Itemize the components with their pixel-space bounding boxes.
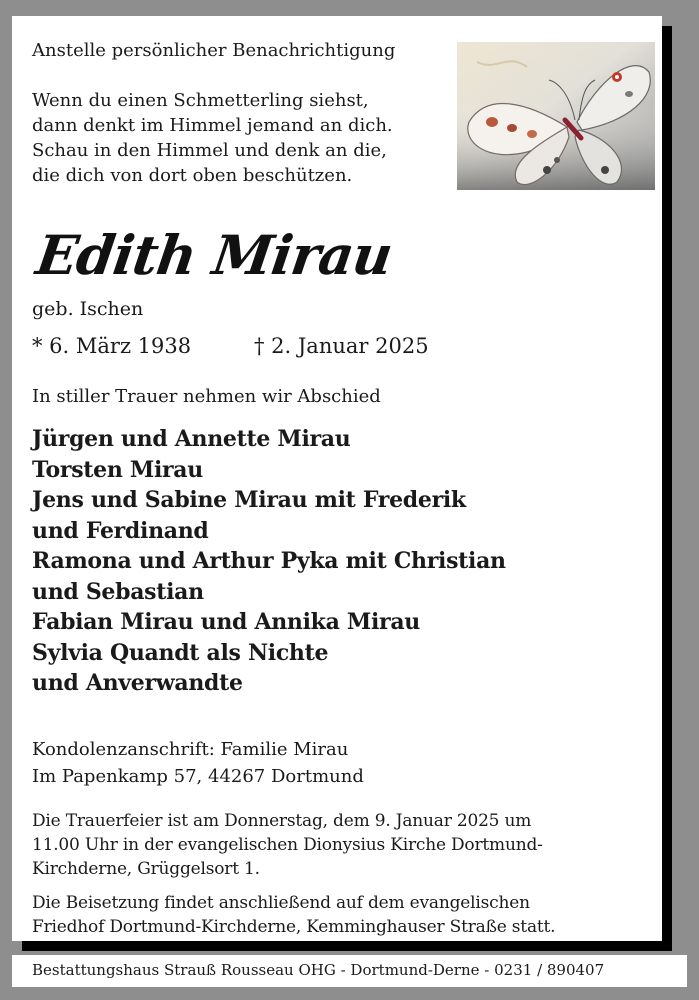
burial-line: Die Beisetzung findet anschließend auf dem evangelischen bbox=[32, 893, 530, 913]
poem-line: Wenn du einen Schmetterling siehst, bbox=[32, 90, 369, 111]
mourning-line: In stiller Trauer nehmen wir Abschied bbox=[32, 386, 381, 407]
poem bbox=[32, 88, 393, 188]
born-name: geb. Ischen bbox=[32, 298, 144, 320]
condolence-line: Im Papenkamp 57, 44267 Dortmund bbox=[32, 766, 364, 787]
family-line: und Anverwandte bbox=[32, 670, 243, 696]
intro-line: Anstelle persönlicher Benachrichtigung bbox=[32, 40, 396, 61]
burial-info bbox=[32, 891, 555, 939]
poem-line: Schau in den Himmel und denk an die, bbox=[32, 140, 387, 161]
condolence-line: Kondolenzanschrift: Familie Mirau bbox=[32, 739, 349, 760]
family-line: Torsten Mirau bbox=[32, 456, 203, 483]
death-date: † 2. Januar 2025 bbox=[254, 334, 429, 358]
family-line: Ramona und Arthur Pyka mit Christian bbox=[32, 548, 506, 574]
obituary-card bbox=[12, 16, 662, 941]
family-list bbox=[32, 424, 506, 699]
family-line: Jens und Sabine Mirau mit Frederik bbox=[32, 487, 466, 513]
service-line: Die Trauerfeier ist am Donnerstag, dem 9. Januar 2025 um bbox=[32, 811, 532, 831]
butterfly-icon bbox=[457, 42, 655, 190]
poem-line: die dich von dort oben beschützen. bbox=[32, 165, 353, 186]
condolence-address bbox=[32, 736, 364, 790]
family-line: und Sebastian bbox=[32, 578, 204, 605]
poem-line: dann denkt im Himmel jemand an dich. bbox=[32, 115, 393, 136]
family-line: Fabian Mirau und Annika Mirau bbox=[32, 609, 420, 635]
deceased-name: Edith Mirau bbox=[32, 223, 396, 287]
burial-line: Friedhof Dortmund-Kirchderne, Kemminghauser Straße statt. bbox=[32, 917, 556, 937]
family-line: Jürgen und Annette Mirau bbox=[32, 426, 351, 452]
family-line: und Ferdinand bbox=[32, 517, 209, 544]
funeral-home-footer: Bestattungshaus Strauß Rousseau OHG - Dortmund-Derne - 0231 / 890407 bbox=[12, 955, 687, 987]
service-line: 11.00 Uhr in der evangelischen Dionysius Kirche Dortmund- bbox=[32, 835, 543, 855]
family-line: Sylvia Quandt als Nichte bbox=[32, 639, 329, 666]
service-line: Kirchderne, Grüggelsort 1. bbox=[32, 859, 260, 879]
birth-date: * 6. März 1938 bbox=[32, 334, 192, 358]
service-info bbox=[32, 809, 543, 881]
